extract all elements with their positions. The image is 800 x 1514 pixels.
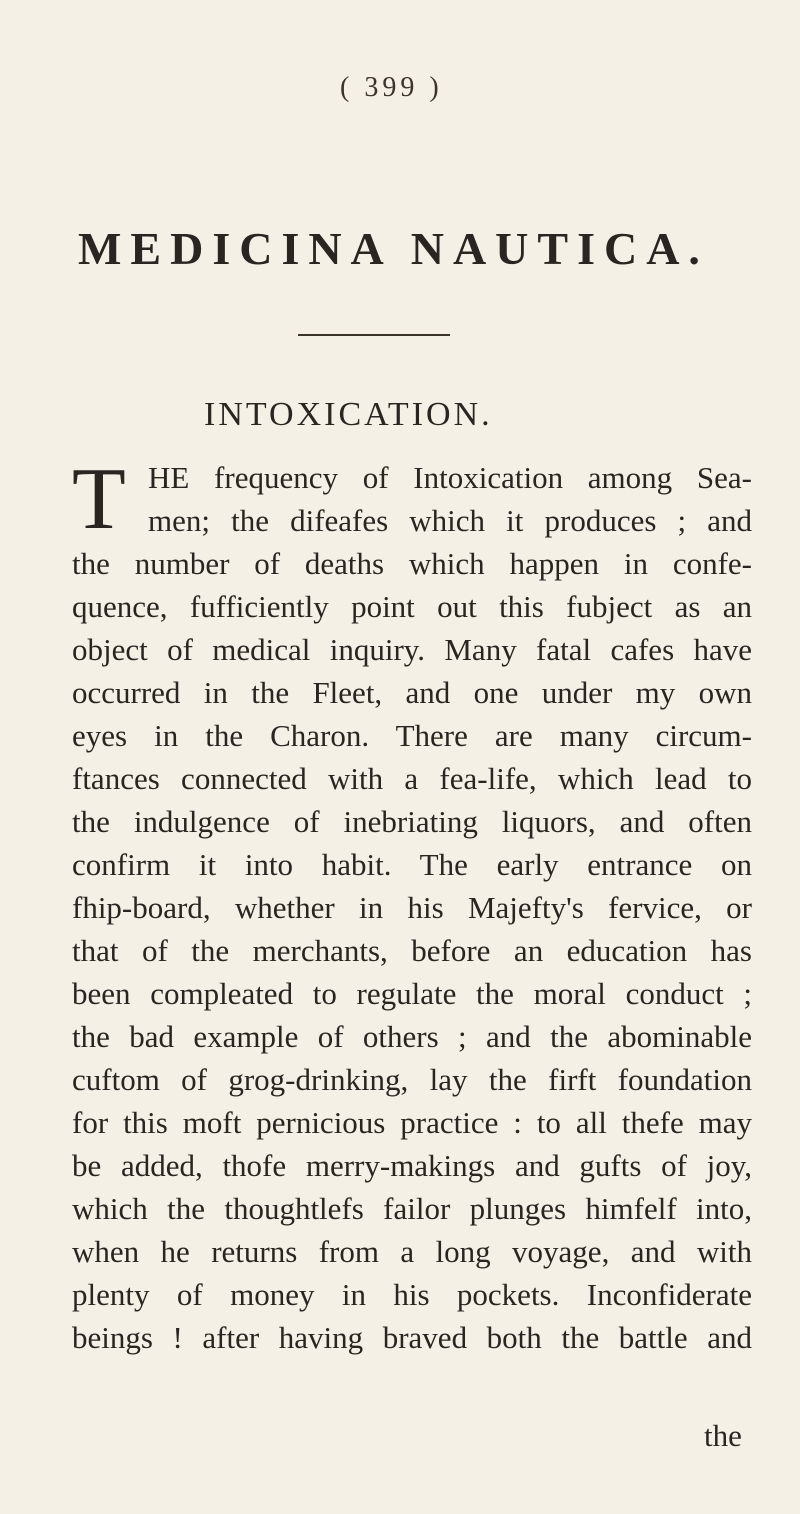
text-line: object of medical inquiry. Many fatal cafes have (72, 632, 752, 667)
text-line: beings ! after having braved both the battle and (72, 1320, 752, 1355)
text-line: confirm it into habit. The early entrance on (72, 847, 752, 882)
text-line: fhip-board, whether in his Majefty's fervice, or (72, 890, 752, 925)
text-line: when he returns from a long voyage, and with (72, 1234, 752, 1269)
text-line: men; the difeafes which it produces ; and (148, 503, 752, 538)
section-heading: INTOXICATION. (204, 396, 493, 433)
text-line: eyes in the Charon. There are many circum- (72, 718, 752, 753)
text-line: be added, thofe merry-makings and gufts of joy, (72, 1148, 752, 1183)
text-line: plenty of money in his pockets. Inconfiderate (72, 1277, 752, 1312)
text-line: the bad example of others ; and the abominable (72, 1019, 752, 1054)
body-paragraph (72, 451, 752, 1359)
text-line: that of the merchants, before an education has (72, 933, 752, 968)
text-line: cuftom of grog-drinking, lay the firft foundation (72, 1062, 752, 1097)
text-line: the number of deaths which happen in confe- (72, 546, 752, 581)
text-line: the indulgence of inebriating liquors, and often (72, 804, 752, 839)
text-line: been compleated to regulate the moral conduct ; (72, 976, 752, 1011)
page-number: ( 399 ) (340, 72, 443, 103)
text-line: ftances connected with a fea-life, which lead to (72, 761, 752, 796)
drop-cap-letter: T (72, 451, 126, 548)
catchword: the (704, 1418, 742, 1453)
title-divider (298, 334, 450, 336)
text-line: HE frequency of Intoxication among Sea- (148, 460, 752, 495)
text-line: for this moft pernicious practice : to all thefe may (72, 1105, 752, 1140)
page-title: MEDICINA NAUTICA. (78, 223, 709, 274)
text-line: which the thoughtlefs failor plunges himfelf into, (72, 1191, 752, 1226)
text-line: quence, fufficiently point out this fubject as an (72, 589, 752, 624)
text-line: occurred in the Fleet, and one under my own (72, 675, 752, 710)
